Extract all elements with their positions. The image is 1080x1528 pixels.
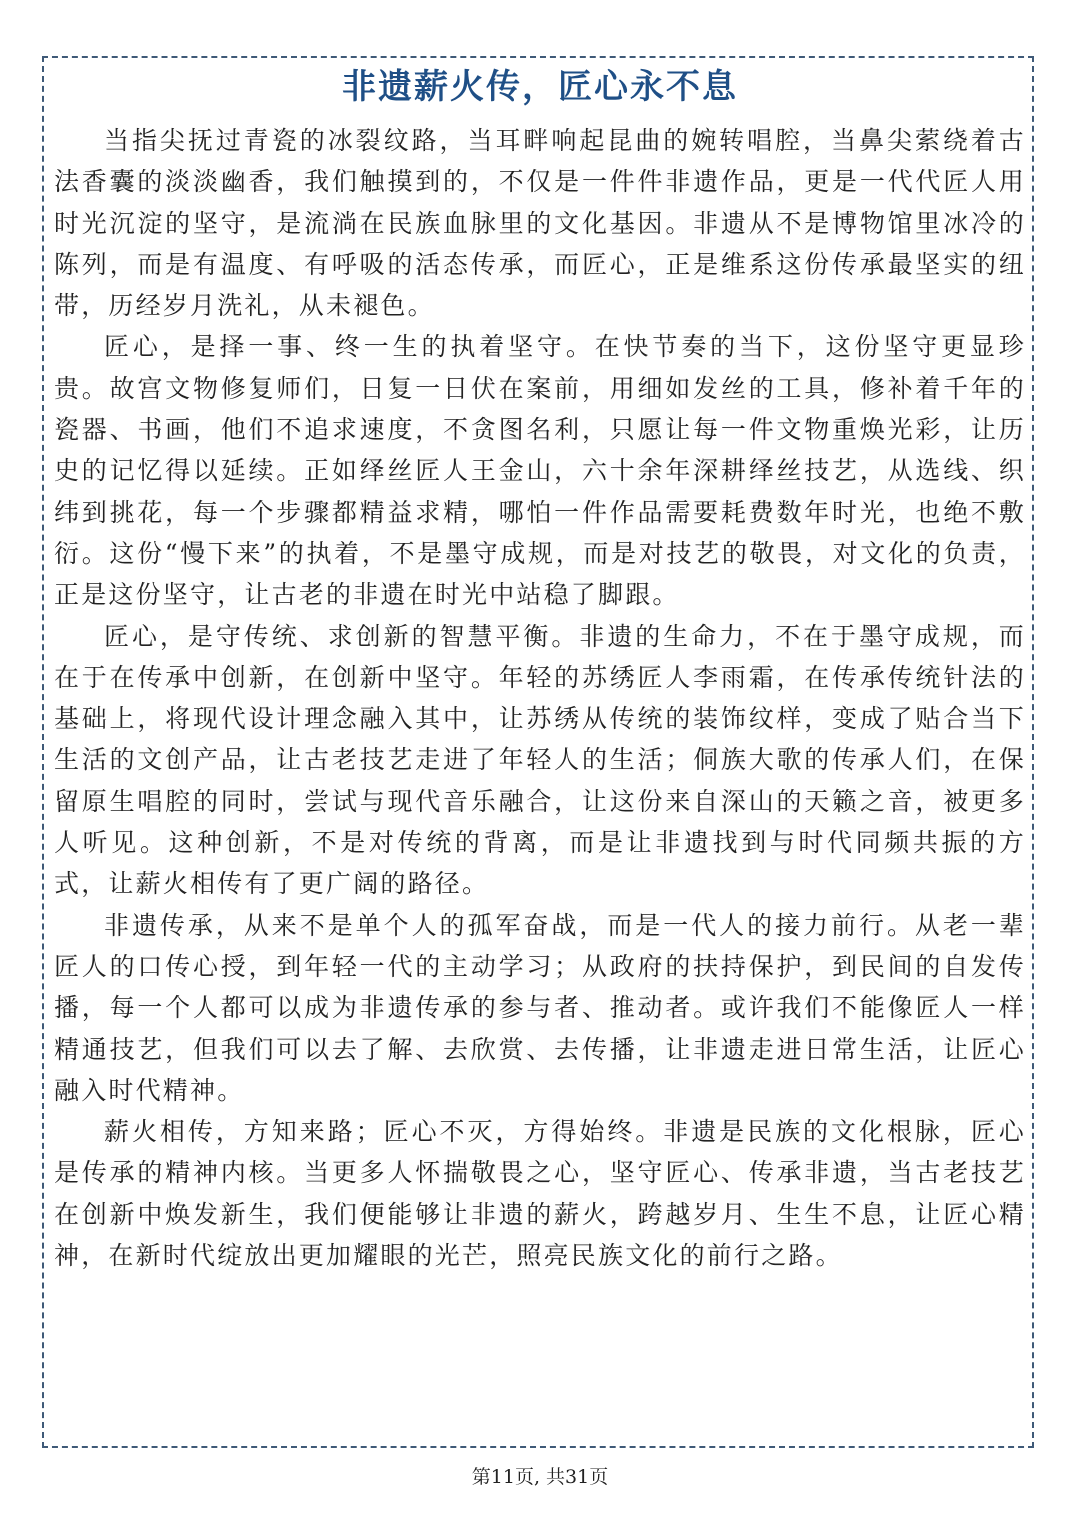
essay-body <box>54 120 1026 1276</box>
paragraph-1: 当指尖抚过青瓷的冰裂纹路，当耳畔响起昆曲的婉转唱腔，当鼻尖萦绕着古法香囊的淡淡幽香，我们触摸到的，不仅是一件件非遗作品，更是一代代匠人用时光沉淀的坚守，是流淌在民族血脉里的文化基因。非遗从不是博物馆里冰冷的陈列，而是有温度、有呼吸的活态传承，而匠心，正是维系这份传承最坚实的纽带，历经岁月洗礼，从未褪色。 <box>54 126 1026 321</box>
paragraph-5: 薪火相传，方知来路；匠心不灭，方得始终。非遗是民族的文化根脉，匠心是传承的精神内核。当更多人怀揣敬畏之心，坚守匠心、传承非遗，当古老技艺在创新中焕发新生，我们便能够让非遗的薪火，跨越岁月、生生不息，让匠心精神，在新时代绽放出更加耀眼的光芒，照亮民族文化的前行之路。 <box>54 1117 1026 1271</box>
paragraph-4: 非遗传承，从来不是单个人的孤军奋战，而是一代人的接力前行。从老一辈匠人的口传心授，到年轻一代的主动学习；从政府的扶持保护，到民间的自发传播，每一个人都可以成为非遗传承的参与者、推动者。或许我们不能像匠人一样精通技艺，但我们可以去了解、去欣赏、去传播，让非遗走进日常生活，让匠心融入时代精神。 <box>54 910 1026 1105</box>
paragraph-3: 匠心，是守传统、求创新的智慧平衡。非遗的生命力，不在于墨守成规，而在于在传承中创新，在创新中坚守。年轻的苏绣匠人李雨霜，在传承传统针法的基础上，将现代设计理念融入其中，让苏绣从传统的装饰纹样，变成了贴合当下生活的文创产品，让古老技艺走进了年轻人的生活；侗族大歌的传承人们，在保留原生唱腔的同时，尝试与现代音乐融合，让这份来自深山的天籁之音，被更多人听见。这种创新，不是对传统的背离，而是让非遗找到与时代同频共振的方式，让薪火相传有了更广阔的路径。 <box>54 621 1026 899</box>
page-number: 第11页, 共31页 <box>471 1466 609 1488</box>
essay-title: 非遗薪火传，匠心永不息 <box>342 67 738 107</box>
page-border-frame <box>42 56 1034 1448</box>
paragraph-2: 匠心，是择一事、终一生的执着坚守。在快节奏的当下，这份坚守更显珍贵。故宫文物修复师们，日复一日伏在案前，用细如发丝的工具，修补着千年的瓷器、书画，他们不追求速度，不贪图名利，只愿让每一件文物重焕光彩，让历史的记忆得以延续。正如绎丝匠人王金山，六十余年深耕绎丝技艺，从选线、织纬到挑花，每一个步骤都精益求精，哪怕一件作品需要耗费数年时光，也绝不敷衍。这份“慢下来”的执着，不是墨守成规，而是对技艺的敬畏，对文化的负责，正是这份坚守，让古老的非遗在时光中站稳了脚跟。 <box>54 332 1026 610</box>
